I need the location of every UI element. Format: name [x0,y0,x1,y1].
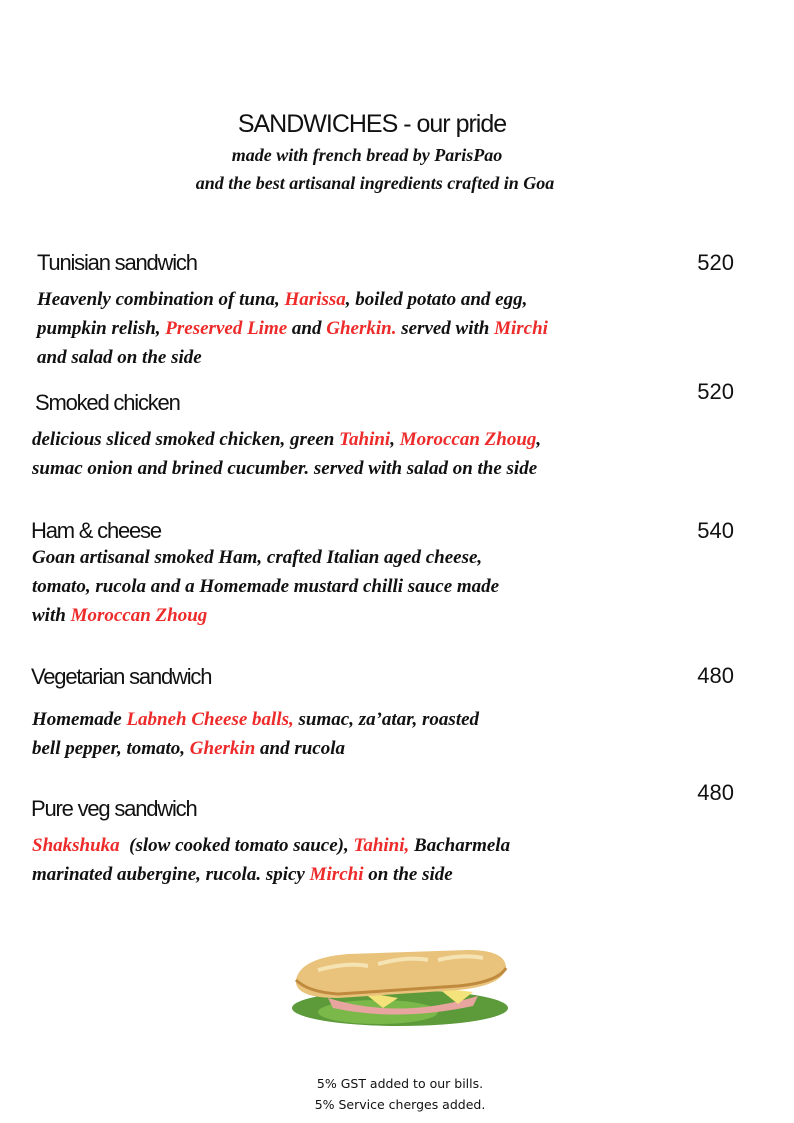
highlighted-ingredient: Mirchi [309,864,364,885]
description-line [32,601,499,630]
description-text: Goan artisanal smoked Ham, crafted Italian aged cheese, [32,547,483,568]
description-text: and [287,318,327,339]
description-text: sumac, za’atar, roasted [293,709,480,730]
highlighted-ingredient: Moroccan Zhoug [399,429,537,450]
item-name: Smoked chicken [35,390,180,415]
item-price: 520 [697,250,734,275]
highlighted-ingredient: Preserved Lime [165,318,288,339]
description-line [37,285,548,314]
description-text: Heavenly combination of tuna, [37,289,285,310]
item-price: 520 [697,379,734,404]
item-name: Pure veg sandwich [31,796,197,821]
highlighted-ingredient: Gherkin. [326,318,397,339]
description-text: (slow cooked tomato sauce), [119,835,354,856]
service-charge-note: 5% Service cherges added. [314,1097,486,1112]
description-text: on the side [363,864,453,885]
description-text: , [536,429,542,450]
description-text: and rucola [255,738,346,759]
highlighted-ingredient: Shakshuka [32,835,120,856]
description-line [32,572,499,601]
description-text: delicious sliced smoked chicken, green [32,429,340,450]
highlighted-ingredient: Labneh Cheese balls, [126,709,294,730]
description-text: with [32,605,71,626]
highlighted-ingredient: Gherkin [189,738,256,759]
description-text: , [390,429,400,450]
description-text: tomato, rucola and a Homemade mustard chilli sauce made [32,576,500,597]
sandwich-illustration [288,940,513,1035]
description-text: marinated aubergine, rucola. spicy [32,864,310,885]
description-text: Bacharmela [409,835,511,856]
description-line [37,343,548,372]
item-name: Ham & cheese [31,518,161,543]
item-description [32,831,510,889]
highlighted-ingredient: Moroccan Zhoug [70,605,208,626]
description-text: sumac onion and brined cucumber. served with salad on the side [32,458,538,479]
description-line [32,860,510,889]
item-description [32,425,541,483]
menu-subtitle: made with french bread by ParisPao [231,145,503,165]
item-price: 540 [697,518,734,543]
description-text: Homemade [32,709,127,730]
description-line [32,543,499,572]
item-description [32,705,479,763]
description-line [32,831,510,860]
description-text: , boiled potato and egg, [345,289,528,310]
description-line [32,425,541,454]
description-text: bell pepper, tomato, [32,738,190,759]
description-text: and salad on the side [37,347,202,368]
description-text: pumpkin relish, [37,318,166,339]
highlighted-ingredient: Tahini, [353,835,410,856]
item-name: Tunisian sandwich [37,250,197,275]
item-name: Vegetarian sandwich [31,664,212,689]
item-price: 480 [697,663,734,688]
description-line [32,734,479,763]
menu-subtitle: and the best artisanal ingredients crafted in Goa [195,173,555,193]
menu-title: SANDWICHES - our pride [237,110,507,138]
item-price: 480 [697,780,734,805]
description-text: served with [396,318,495,339]
highlighted-ingredient: Mirchi [494,318,548,339]
highlighted-ingredient: Harissa [284,289,346,310]
item-description [32,543,499,630]
description-line [37,314,548,343]
description-line [32,705,479,734]
item-description [37,285,548,372]
gst-note: 5% GST added to our bills. [316,1076,484,1091]
highlighted-ingredient: Tahini [339,429,391,450]
description-line [32,454,541,483]
